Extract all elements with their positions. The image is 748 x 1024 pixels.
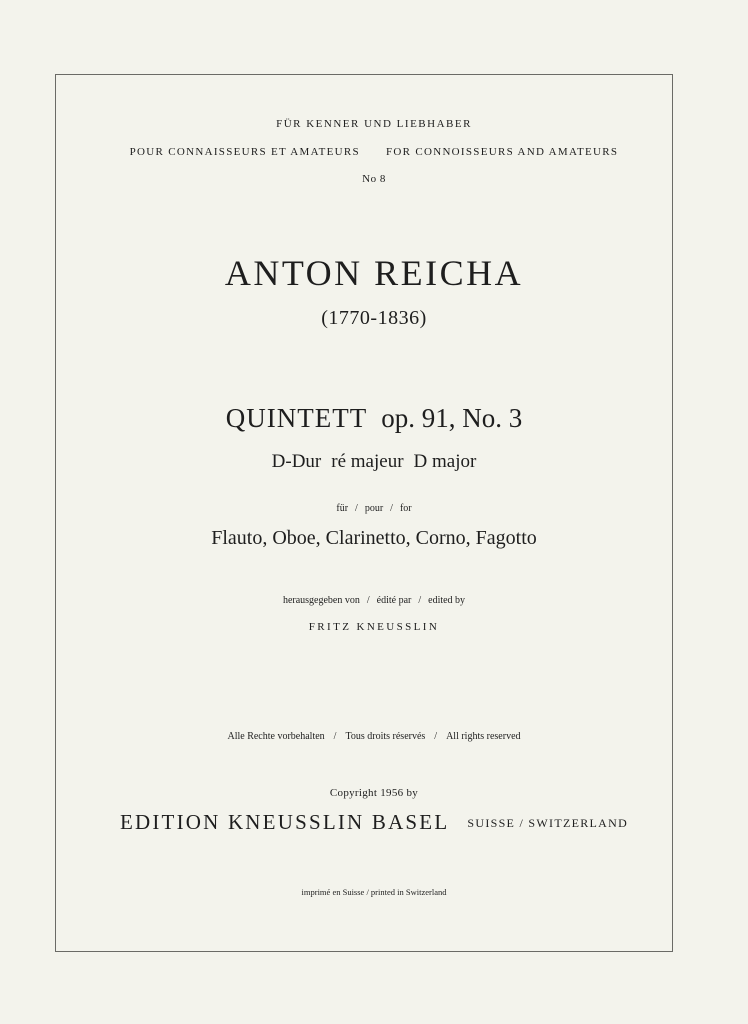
composer-name: ANTON REICHA [224, 253, 524, 293]
edited-by-line [0, 595, 748, 606]
copyright-line: Copyright 1956 by [329, 787, 419, 799]
series-title-french: POUR CONNAISSEURS ET AMATEURS [129, 146, 360, 158]
publisher-place: SUISSE / SWITZERLAND [467, 816, 629, 830]
key-english: D major [413, 451, 477, 472]
rights-french: Tous droits réservés [345, 731, 426, 742]
separator: / [390, 503, 393, 514]
edited-by-english: edited by [428, 595, 466, 606]
series-title-english: FOR CONNOISSEURS AND AMATEURS [385, 146, 619, 158]
key-german: D-Dur [271, 451, 322, 472]
separator: / [366, 595, 370, 606]
for-line [0, 503, 748, 514]
separator: / [434, 731, 438, 742]
work-opus: op. 91, No. 3 [381, 403, 523, 433]
for-french: pour [364, 503, 384, 514]
instrumentation: Flauto, Oboe, Clarinetto, Corno, Fagotto [211, 527, 537, 549]
work-key-line [0, 451, 748, 473]
key-french: ré majeur [331, 451, 404, 472]
publisher-line [0, 810, 748, 835]
work-title: QUINTETT [225, 403, 368, 433]
for-english: for [399, 503, 412, 514]
edited-by-german: herausgegeben von [282, 595, 360, 606]
printed-in-line: imprimé en Suisse / printed in Switzerland [301, 887, 447, 897]
work-title-line [0, 403, 748, 434]
for-german: für [336, 503, 349, 514]
edited-by-french: édité par [376, 595, 412, 606]
separator: / [355, 503, 358, 514]
series-title-line [0, 146, 748, 158]
publisher-name: EDITION KNEUSSLIN BASEL [119, 810, 450, 834]
series-number: No 8 [362, 173, 386, 185]
rights-english: All rights reserved [446, 731, 521, 742]
rights-line [0, 731, 748, 742]
rights-german: Alle Rechte vorbehalten [227, 731, 325, 742]
separator: / [418, 595, 422, 606]
editor-name: FRITZ KNEUSSLIN [308, 621, 440, 633]
series-title-german: FÜR KENNER UND LIEBHABER [276, 118, 472, 130]
composer-dates: (1770-1836) [321, 307, 427, 329]
separator: / [333, 731, 337, 742]
